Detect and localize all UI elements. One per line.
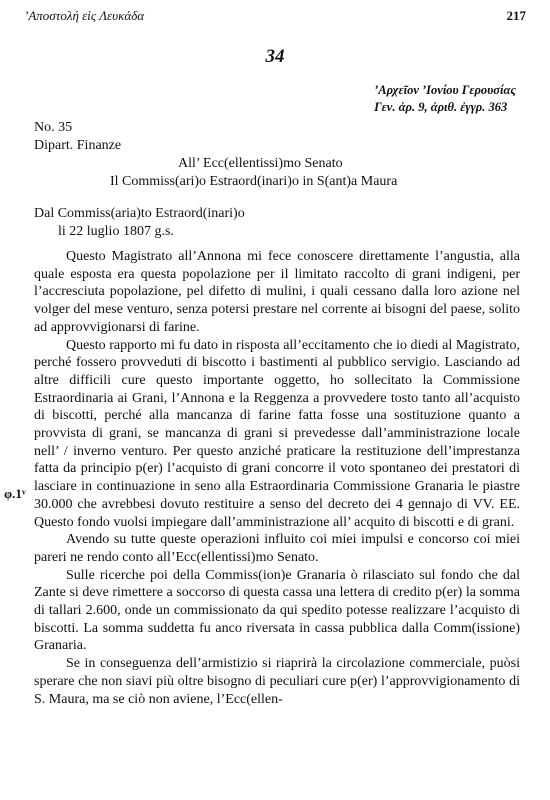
paragraph-4: Sulle ricerche poi della Commiss(ion)e Granaria ò rilasciato sul fondo che dal Zante si deve rimettere a soccorso di questa cassa una lettera di credito p(er) la somma di tallari 2.600, onde un commissionato da qui spedito potesse realizzare l’acquisto di biscotti. La somma suddetta fu anco riversata in cassa pubblica dalla Comm(issione) Granaria. <box>34 567 520 654</box>
page-number: 217 <box>506 8 526 23</box>
letter-body <box>34 248 520 708</box>
archive-line-1: ’Αρχεῖον ’Ιονίου Γερουσίας <box>374 83 516 97</box>
paragraph-3: Avendo su tutte queste operazioni influito coi miei impulsi e concorso coi miei pareri ne rendo conto all’Ecc(ellentissi)mo Senato. <box>34 532 520 565</box>
paragraph-1: Questo Magistrato all’Annona mi fece conoscere direttamente l’angustia, alla quale esposta era questa popolazione per il limitato raccolto di grani indigeni, per l’accresciuta popolazione, pel difetto di mulini, i quali cessano dalla loro azione nel volger del mese venturo, senza potersi prestare nel corrente ai bisogni del paese, solito ad approvvigionarsi di farine. <box>34 249 520 335</box>
addressee-line-2: Il Commiss(ari)o Estraord(inari)o in S(ant)a Maura <box>110 174 398 189</box>
sender: Dal Commiss(aria)to Estraord(inari)o <box>34 206 245 221</box>
addressee-line-1: All’ Ecc(ellentissi)mo Senato <box>178 156 343 171</box>
department: Dipart. Finanze <box>34 138 122 153</box>
date-line: li 22 luglio 1807 g.s. <box>58 224 174 239</box>
paragraph-2: Questo rapporto mi fu dato in risposta all’eccitamento che io diedi al Magistrato, perché fossero provveduti di biscotto i bastimenti al pubblico servigio. Lasciando ad altre difficili cure questo importante oggetto, ho sollecitato la Commissione Estraordinaria ai Grani, l’Annona e la Reggenza a provvedere tosto tanto all’acquisto di biscotti, perché alla mancanza di farine fatta fosse una sostituzione quanto a provvista di grani, se mancanza di grani si prevedesse dall’amministrazione locale nell’ / inverno venturo. Per questo anziché praticare la restituzione dell’imprestanza fatta da principio p(er) l’acquisto di grani concorre il voto spontaneo dei prestatori di lasciare in continuazione in seno alla Estraordinaria Commissione Granaria le piastre 30.000 che avrebbesi dovuto restituire a senso del decreto dei 4 gennajo di VV. EE. Questo fondo vuolsi impiegare dall’amministrazione all’ acquito di biscotti e di grani. <box>34 337 520 530</box>
archive-line-2: Γεν. ἀρ. 9, ἀριθ. ἐγγρ. 363 <box>374 100 508 114</box>
paragraph-5: Se in conseguenza dell’armistizio si riaprirà la circolazione commerciale, puòsi sperare che non siavi più oltre bisogno di peculiari cure p(er) l’approvvigionamento di S. Maura, ma se ciò non aviene, l’Ecc(ellen- <box>34 656 520 707</box>
folio-margin-note: φ.1ᵛ <box>4 486 26 501</box>
running-title: ’Αποστολή εἰς Λευκάδα <box>24 8 145 23</box>
letter-number: No. 35 <box>34 120 73 135</box>
document-number: 34 <box>265 46 285 67</box>
archive-reference <box>374 82 516 116</box>
running-header <box>24 8 526 24</box>
